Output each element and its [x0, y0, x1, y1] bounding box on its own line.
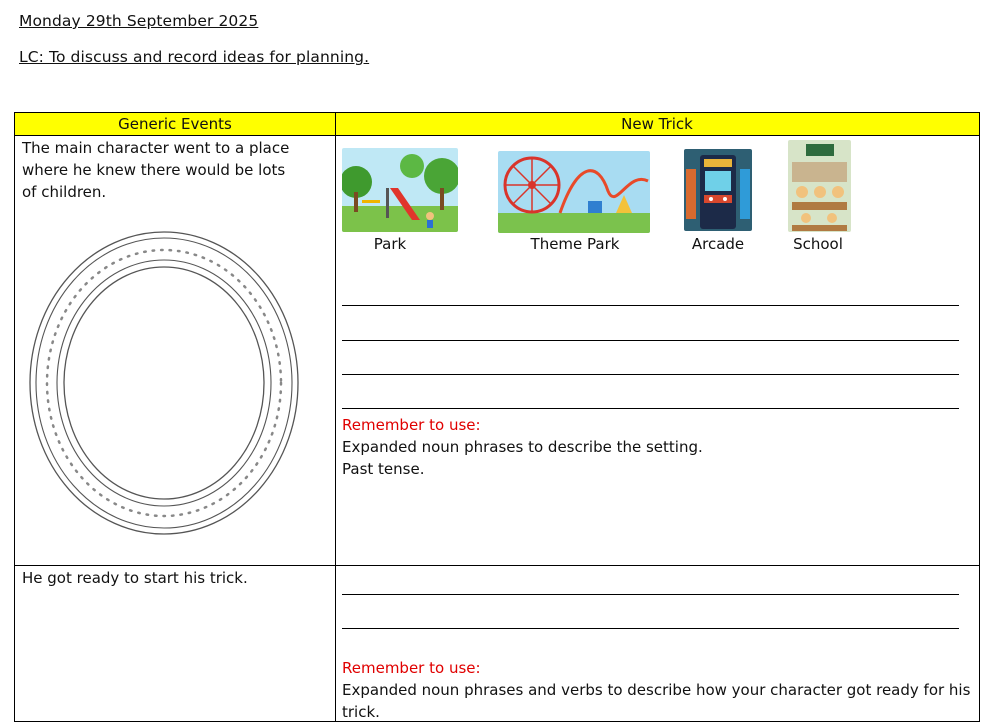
page-date: Monday 29th September 2025 — [19, 12, 259, 30]
remember-heading-2: Remember to use: — [342, 659, 481, 677]
learning-challenge: LC: To discuss and record ideas for planning. — [19, 48, 370, 66]
column-header-generic-events: Generic Events — [118, 115, 232, 133]
caption-school: School — [793, 235, 843, 253]
planning-table — [14, 112, 980, 722]
column-divider — [335, 113, 336, 721]
remember-point-1a: Expanded noun phrases to describe the setting. — [342, 438, 703, 456]
theme-park-illustration — [498, 151, 650, 233]
writing-line[interactable] — [342, 408, 959, 409]
caption-park: Park — [373, 235, 407, 253]
writing-line[interactable] — [342, 340, 959, 341]
row-divider — [15, 565, 979, 566]
park-illustration — [342, 148, 458, 232]
column-header-new-trick: New Trick — [621, 115, 693, 133]
event-1-text: The main character went to a place where he knew there would be lots of children. — [22, 139, 290, 201]
event-2-text: He got ready to start his trick. — [22, 569, 248, 587]
writing-line[interactable] — [342, 374, 959, 375]
writing-line[interactable] — [342, 305, 959, 306]
arcade-illustration — [684, 149, 752, 231]
remember-heading-1: Remember to use: — [342, 416, 481, 434]
empty-oval-frame — [27, 228, 302, 538]
writing-line[interactable] — [342, 628, 959, 629]
remember-point-1b: Past tense. — [342, 460, 425, 478]
writing-line[interactable] — [342, 594, 959, 595]
remember-point-2a: Expanded noun phrases and verbs to describe how your character got ready for his trick. — [342, 681, 971, 721]
school-illustration — [788, 140, 851, 232]
caption-theme-park: Theme Park — [530, 235, 620, 253]
caption-arcade: Arcade — [691, 235, 745, 253]
